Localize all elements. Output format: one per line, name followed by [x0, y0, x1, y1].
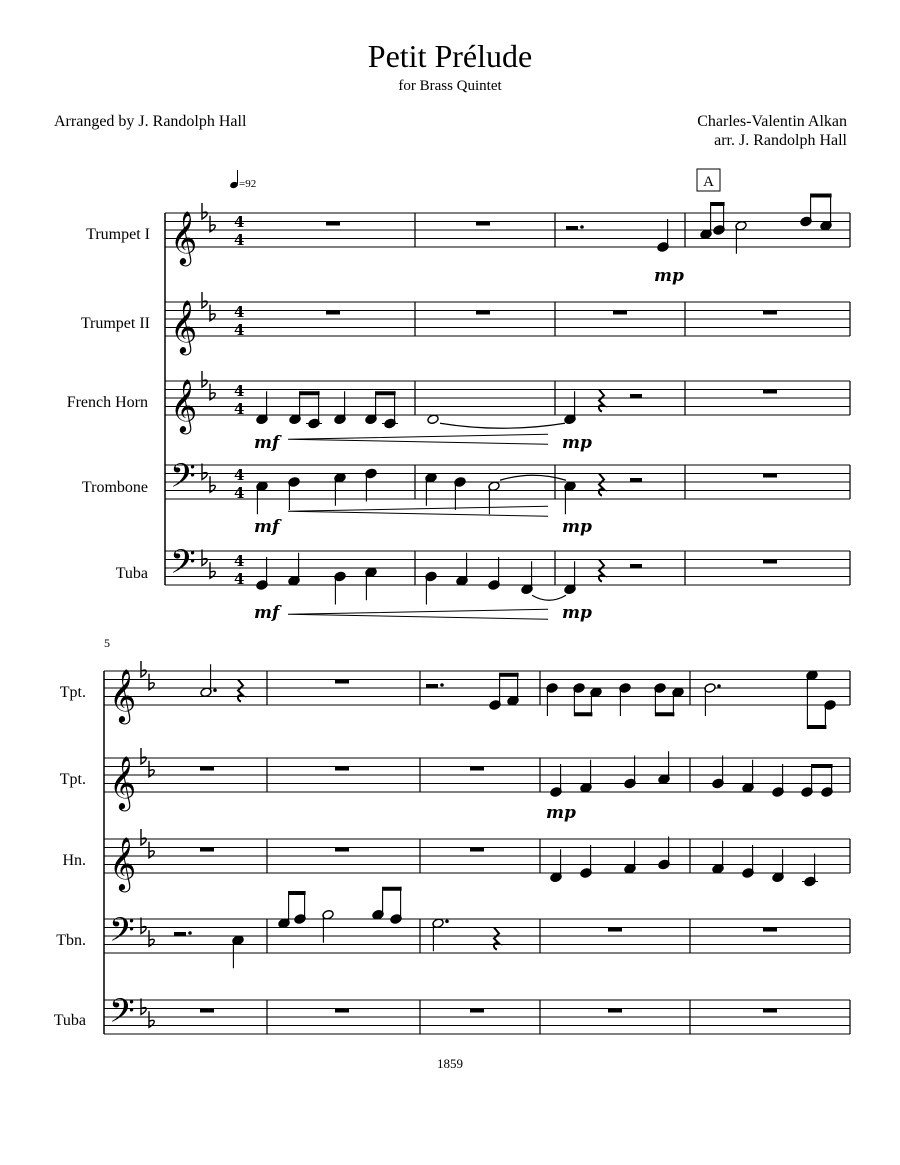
half-rest-icon	[174, 932, 186, 936]
dot-icon	[213, 688, 217, 692]
flat-icon	[210, 562, 215, 578]
dynamic-mp: mp	[654, 266, 684, 286]
page-title: Petit Prélude	[367, 38, 533, 74]
flat-icon	[149, 761, 154, 777]
dynamic-mf: mf	[254, 433, 280, 453]
dynamic-mp: mp	[562, 517, 592, 537]
dynamic-mf: mf	[254, 603, 280, 623]
flat-icon	[202, 464, 207, 480]
beam	[711, 202, 725, 206]
quarter-rest-icon	[599, 560, 604, 582]
beam	[289, 891, 306, 895]
whole-rest-icon	[613, 311, 627, 315]
treble-clef-icon: 𝄞	[109, 836, 137, 890]
tie	[440, 423, 565, 428]
beam	[574, 712, 592, 716]
half-rest-icon	[566, 226, 578, 230]
whole-rest-icon	[326, 311, 340, 315]
tempo-marking	[229, 170, 256, 190]
treble-clef-icon: 𝄞	[170, 210, 198, 264]
whole-rest-icon	[335, 1009, 349, 1013]
svg-text:=92: =92	[239, 178, 257, 190]
dot-icon	[440, 683, 444, 687]
arranger-credit: Arranged by J. Randolph Hall	[54, 113, 247, 130]
quarter-rest-icon	[238, 680, 243, 702]
svg-text:4: 4	[234, 303, 245, 321]
dynamic-mp: mp	[562, 433, 592, 453]
half-rest-icon	[426, 684, 438, 688]
whole-rest-icon	[476, 222, 490, 226]
flat-icon	[202, 371, 207, 387]
beam	[376, 391, 396, 395]
whole-rest-icon	[335, 680, 349, 684]
beam	[811, 194, 832, 198]
whole-rest-icon	[470, 848, 484, 852]
svg-text:4: 4	[234, 484, 245, 502]
dynamic-mf: mf	[254, 517, 280, 537]
whole-rest-icon	[326, 222, 340, 226]
quarter-rest-icon	[599, 474, 604, 496]
flat-icon	[141, 999, 146, 1015]
flat-icon	[210, 384, 215, 400]
quarter-rest-icon	[599, 390, 604, 412]
whole-rest-icon	[763, 311, 777, 315]
subtitle: for Brass Quintet	[398, 78, 502, 94]
svg-text:4: 4	[234, 321, 245, 339]
flat-icon	[210, 476, 215, 492]
instrument-name: Trumpet II	[80, 315, 150, 332]
half-rest-icon	[630, 394, 642, 398]
flat-icon	[149, 674, 154, 690]
beam	[655, 712, 674, 716]
flat-icon	[210, 305, 215, 321]
dot-icon	[445, 919, 449, 923]
svg-text:4: 4	[234, 570, 245, 588]
bass-clef-icon: 𝄢	[170, 457, 196, 504]
bass-clef-icon: 𝄢	[109, 992, 135, 1039]
instrument-abbrev: Hn.	[62, 852, 86, 869]
instrument-name: French Horn	[66, 394, 148, 411]
dot-icon	[717, 684, 721, 688]
clefs	[109, 210, 197, 1039]
composer-arranger-credit: arr. J. Randolph Hall	[714, 132, 847, 149]
whole-rest-icon	[335, 848, 349, 852]
dynamic-mp: mp	[546, 803, 576, 823]
whole-rest-icon	[763, 1009, 777, 1013]
instrument-name: Trumpet I	[86, 226, 150, 243]
quarter-rest-icon	[494, 928, 499, 950]
bass-clef-icon: 𝄢	[170, 543, 196, 590]
flat-icon	[210, 216, 215, 232]
whole-rest-icon	[608, 1009, 622, 1013]
flat-icon	[141, 661, 146, 677]
svg-text:4: 4	[234, 382, 245, 400]
composer-credit: Charles-Valentin Alkan	[697, 113, 847, 130]
whole-rest-icon	[763, 390, 777, 394]
decrescendo-hairpin	[288, 609, 548, 619]
half-rest-icon	[630, 564, 642, 568]
tie	[500, 475, 566, 480]
notes	[200, 194, 836, 969]
instrument-name: Tuba	[115, 565, 148, 582]
dot-icon	[580, 225, 584, 229]
whole-rest-icon	[763, 928, 777, 932]
flat-icon	[149, 842, 154, 858]
rehearsal-mark	[697, 169, 720, 191]
svg-text:4: 4	[234, 231, 245, 249]
decrescendo-hairpin	[288, 506, 548, 516]
whole-rest-icon	[200, 1009, 214, 1013]
whole-rest-icon	[200, 848, 214, 852]
whole-rest-icon	[470, 1009, 484, 1013]
beam	[807, 725, 826, 729]
instrument-abbrev: Tpt.	[59, 684, 86, 701]
whole-rest-icon	[200, 767, 214, 771]
flat-icon	[141, 918, 146, 934]
flat-icon	[202, 292, 207, 308]
time-signature	[234, 213, 244, 588]
notehead	[427, 414, 439, 425]
half-rest-icon	[630, 478, 642, 482]
whole-rest-icon	[608, 928, 622, 932]
beam	[500, 673, 519, 677]
whole-rest-icon	[470, 767, 484, 771]
instrument-abbrev: Tpt.	[59, 771, 86, 788]
svg-text:4: 4	[234, 400, 245, 418]
instrument-name: Trombone	[81, 479, 148, 496]
whole-rest-icon	[763, 474, 777, 478]
treble-clef-icon: 𝄞	[109, 668, 137, 722]
whole-rest-icon	[763, 560, 777, 564]
svg-text:4: 4	[234, 213, 245, 231]
dot-icon	[188, 931, 192, 935]
dynamic-mp: mp	[562, 603, 592, 623]
staff-lines	[104, 213, 850, 1034]
svg-text:4: 4	[234, 552, 245, 570]
instrument-abbrev: Tuba	[53, 1012, 86, 1029]
treble-clef-icon: 𝄞	[170, 299, 198, 353]
flat-icon	[141, 748, 146, 764]
decrescendo-hairpin	[288, 434, 548, 444]
tie	[532, 595, 566, 600]
beam	[383, 887, 402, 891]
treble-clef-icon: 𝄞	[109, 755, 137, 809]
beam	[812, 764, 833, 768]
treble-clef-icon: 𝄞	[170, 378, 198, 432]
svg-text:A: A	[703, 174, 714, 190]
footer-year: 1859	[437, 1056, 463, 1071]
whole-rest-icon	[476, 311, 490, 315]
bass-clef-icon: 𝄢	[109, 911, 135, 958]
whole-rest-icon	[335, 767, 349, 771]
flat-icon	[149, 1011, 154, 1027]
measure-number: 5	[104, 636, 110, 650]
flat-icon	[202, 203, 207, 219]
flat-icon	[202, 550, 207, 566]
instrument-abbrev: Tbn.	[56, 932, 86, 949]
flat-icon	[149, 930, 154, 946]
svg-text:4: 4	[234, 466, 245, 484]
beam	[300, 391, 320, 395]
flat-icon	[141, 829, 146, 845]
